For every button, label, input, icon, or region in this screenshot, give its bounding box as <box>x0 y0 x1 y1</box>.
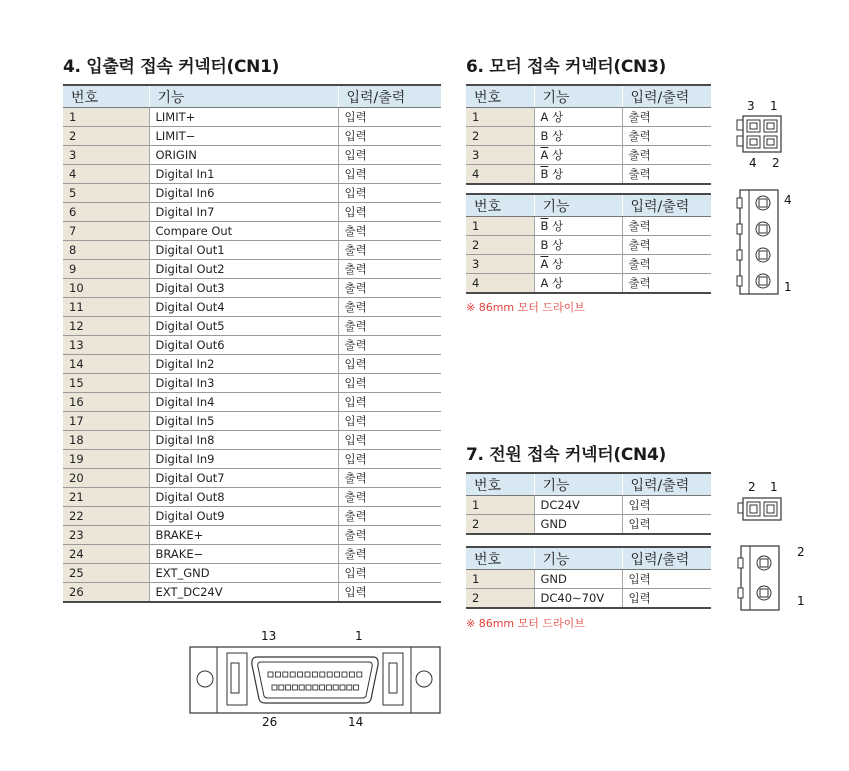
cn4-connector-1-diagram <box>737 496 783 522</box>
col-header-io: 입력/출력 <box>622 473 711 496</box>
cn3-connector-2-diagram <box>736 189 782 295</box>
table-row <box>63 450 441 469</box>
pin-io: 출력 <box>622 217 711 236</box>
pin-function: Digital In6 <box>149 184 338 203</box>
table-row <box>466 127 711 146</box>
cn1-pin-table <box>63 84 441 603</box>
table-row <box>466 236 711 255</box>
table-row <box>466 165 711 185</box>
table-row <box>63 222 441 241</box>
pin-io: 출력 <box>338 336 441 355</box>
cn4-c2-label-1: 1 <box>797 594 805 608</box>
pin-number: 22 <box>63 507 149 526</box>
connector-pin <box>306 685 311 690</box>
pin-function: DC40∼70V <box>534 589 622 609</box>
connector-pin <box>290 672 295 677</box>
pin-function: Digital Out5 <box>149 317 338 336</box>
pin-number: 13 <box>63 336 149 355</box>
cn4-c1-label-1: 1 <box>770 480 778 494</box>
pin-number: 4 <box>466 274 534 294</box>
col-header-function: 기능 <box>534 194 622 217</box>
pin-function: Digital In2 <box>149 355 338 374</box>
connector-pin <box>756 248 770 262</box>
pin-io: 출력 <box>338 317 441 336</box>
pin-number: 15 <box>63 374 149 393</box>
pin-io: 입력 <box>338 165 441 184</box>
pin-number: 16 <box>63 393 149 412</box>
pin-io: 출력 <box>338 222 441 241</box>
connector-pin <box>320 685 325 690</box>
pin-number: 6 <box>63 203 149 222</box>
table-row <box>63 184 441 203</box>
pin-function <box>534 255 622 274</box>
cn3-c2-label-4: 4 <box>784 193 792 207</box>
connector-pin <box>279 685 284 690</box>
cn3-c1-label-4: 4 <box>749 156 757 170</box>
connector-latch <box>737 198 742 208</box>
pin-function: Digital In4 <box>149 393 338 412</box>
table-row <box>63 583 441 603</box>
connector-pin <box>275 672 280 677</box>
pin-function: LIMIT+ <box>149 108 338 127</box>
pin-function: EXT_DC24V <box>149 583 338 603</box>
cn4-pin-table-1 <box>466 472 711 535</box>
connector-pin <box>272 685 277 690</box>
connector-pin <box>298 672 303 677</box>
connector-pin <box>347 685 352 690</box>
connector-pin <box>757 556 771 570</box>
cn4-title: 7. 전원 접속 커넥터(CN4) <box>466 445 666 465</box>
pin-number: 2 <box>63 127 149 146</box>
pin-function <box>534 274 622 294</box>
col-header-number: 번호 <box>466 194 534 217</box>
table-row <box>63 336 441 355</box>
connector-pin <box>305 672 310 677</box>
connector-pin <box>335 672 340 677</box>
table-row <box>63 165 441 184</box>
pin-io: 출력 <box>338 526 441 545</box>
pin-number: 1 <box>466 570 534 589</box>
phase-suffix: 상 <box>552 110 564 124</box>
table-row <box>63 545 441 564</box>
table-row <box>63 298 441 317</box>
pin-function: BRAKE− <box>149 545 338 564</box>
pin-number: 3 <box>63 146 149 165</box>
connector-pin <box>320 672 325 677</box>
phase-suffix: 상 <box>552 238 564 252</box>
table-row <box>466 255 711 274</box>
table-row <box>63 469 441 488</box>
connector-pin <box>756 222 770 236</box>
cn4-c2-label-2: 2 <box>797 545 805 559</box>
table-row <box>63 507 441 526</box>
table-row <box>466 146 711 165</box>
pin-number: 4 <box>466 165 534 185</box>
table-row <box>63 279 441 298</box>
phase-letter: A <box>540 110 549 124</box>
pin-io: 출력 <box>622 236 711 255</box>
cn3-connector-1-diagram <box>736 114 786 156</box>
phase-suffix: 상 <box>552 276 564 290</box>
phase-suffix: 상 <box>552 129 564 143</box>
table-row <box>466 217 711 236</box>
pin-number: 10 <box>63 279 149 298</box>
pin-io: 입력 <box>622 570 711 589</box>
connector-pin <box>340 685 345 690</box>
col-header-function: 기능 <box>149 85 338 108</box>
pin-function: GND <box>534 570 622 589</box>
col-header-function: 기능 <box>534 85 622 108</box>
pin-io: 출력 <box>338 469 441 488</box>
pin-io: 입력 <box>622 496 711 515</box>
pin-function: GND <box>534 515 622 535</box>
pin-io: 입력 <box>622 515 711 535</box>
pin-io: 출력 <box>338 241 441 260</box>
table-row <box>63 108 441 127</box>
pin-io: 출력 <box>338 260 441 279</box>
connector-pin <box>756 274 770 288</box>
cn3-pin-table-2 <box>466 193 711 294</box>
col-header-function: 기능 <box>534 547 622 570</box>
cn1-connector-diagram <box>189 645 441 715</box>
connector-pin <box>354 685 359 690</box>
table-row <box>466 515 711 535</box>
table-row <box>63 412 441 431</box>
pin-io: 출력 <box>338 298 441 317</box>
pin-io: 입력 <box>338 431 441 450</box>
cn3-c1-label-1: 1 <box>770 99 778 113</box>
connector-pin <box>357 672 362 677</box>
pin-number: 14 <box>63 355 149 374</box>
pin-function: Digital Out9 <box>149 507 338 526</box>
phase-letter: A <box>540 276 549 290</box>
cn3-title: 6. 모터 접속 커넥터(CN3) <box>466 57 666 77</box>
pin-function <box>534 127 622 146</box>
connector-pin <box>283 672 288 677</box>
connector-latch <box>738 558 743 568</box>
pin-function: Digital Out6 <box>149 336 338 355</box>
table-row <box>63 355 441 374</box>
pin-io: 입력 <box>338 127 441 146</box>
pin-number: 3 <box>466 146 534 165</box>
phase-suffix: 상 <box>552 257 564 271</box>
table-row <box>63 393 441 412</box>
col-header-number: 번호 <box>466 85 534 108</box>
col-header-io: 입력/출력 <box>622 194 711 217</box>
col-header-io: 입력/출력 <box>622 547 711 570</box>
pin-number: 18 <box>63 431 149 450</box>
pin-io: 입력 <box>338 583 441 603</box>
pin-function: Digital Out8 <box>149 488 338 507</box>
pin-number: 4 <box>63 165 149 184</box>
col-header-function: 기능 <box>534 473 622 496</box>
pin-io: 입력 <box>338 412 441 431</box>
pin-function <box>534 108 622 127</box>
pin-io: 입력 <box>338 108 441 127</box>
cn1-pin-label-13: 13 <box>261 629 277 643</box>
pin-io: 출력 <box>622 274 711 294</box>
pin-function <box>534 146 622 165</box>
table-row <box>63 146 441 165</box>
table-row <box>63 488 441 507</box>
cn3-note: ※ 86mm 모터 드라이브 <box>466 301 585 314</box>
pin-io: 입력 <box>338 393 441 412</box>
connector-pin <box>756 196 770 210</box>
cn1-pin-label-14: 14 <box>348 715 364 729</box>
cn3-c1-label-3: 3 <box>747 99 755 113</box>
pin-number: 26 <box>63 583 149 603</box>
pin-io: 출력 <box>338 488 441 507</box>
pin-function: EXT_GND <box>149 564 338 583</box>
connector-latch <box>737 224 742 234</box>
cn4-connector-2-diagram <box>737 545 783 611</box>
phase-letter: $\overline{B}$ <box>540 167 549 181</box>
cn3-pin-table-1 <box>466 84 711 185</box>
phase-suffix: 상 <box>552 219 564 233</box>
pin-io: 출력 <box>622 127 711 146</box>
phase-suffix: 상 <box>552 167 564 181</box>
connector-pin <box>333 685 338 690</box>
connector-pin <box>292 685 297 690</box>
pin-io: 입력 <box>338 564 441 583</box>
pin-function: Digital Out4 <box>149 298 338 317</box>
pin-function: Digital In8 <box>149 431 338 450</box>
pin-number: 23 <box>63 526 149 545</box>
pin-io: 출력 <box>622 255 711 274</box>
cn4-c1-label-2: 2 <box>748 480 756 494</box>
pin-number: 9 <box>63 260 149 279</box>
table-row <box>63 260 441 279</box>
phase-suffix: 상 <box>552 148 564 162</box>
pin-io: 출력 <box>338 545 441 564</box>
connector-latch <box>737 276 742 286</box>
pin-number: 17 <box>63 412 149 431</box>
table-row <box>466 274 711 294</box>
pin-function: Digital In9 <box>149 450 338 469</box>
pin-function: Digital In7 <box>149 203 338 222</box>
pin-io: 입력 <box>338 450 441 469</box>
pin-number: 2 <box>466 127 534 146</box>
phase-letter: $\overline{B}$ <box>540 219 549 233</box>
pin-number: 8 <box>63 241 149 260</box>
pin-function <box>534 236 622 255</box>
pin-number: 1 <box>466 217 534 236</box>
connector-pin <box>286 685 291 690</box>
connector-pin <box>342 672 347 677</box>
table-row <box>466 108 711 127</box>
pin-number: 5 <box>63 184 149 203</box>
pin-function: Digital In5 <box>149 412 338 431</box>
phase-letter: $\overline{A}$ <box>540 257 549 271</box>
connector-pin <box>757 586 771 600</box>
pin-function: Digital Out7 <box>149 469 338 488</box>
pin-function: Compare Out <box>149 222 338 241</box>
pin-number: 11 <box>63 298 149 317</box>
pin-number: 2 <box>466 236 534 255</box>
cn1-pin-label-26: 26 <box>262 715 278 729</box>
pin-function: ORIGIN <box>149 146 338 165</box>
cn3-c1-label-2: 2 <box>772 156 780 170</box>
pin-function: LIMIT− <box>149 127 338 146</box>
pin-io: 입력 <box>622 589 711 609</box>
pin-function: Digital In3 <box>149 374 338 393</box>
pin-io: 출력 <box>622 165 711 185</box>
connector-pin <box>312 672 317 677</box>
phase-letter: B <box>540 129 549 143</box>
pin-function: Digital Out1 <box>149 241 338 260</box>
cn4-note: ※ 86mm 모터 드라이브 <box>466 617 585 630</box>
phase-letter: B <box>540 238 549 252</box>
pin-number: 24 <box>63 545 149 564</box>
pin-io: 출력 <box>622 108 711 127</box>
cn1-title: 4. 입출력 접속 커넥터(CN1) <box>63 57 280 77</box>
pin-function: DC24V <box>534 496 622 515</box>
pin-number: 3 <box>466 255 534 274</box>
cn4-pin-table-2 <box>466 546 711 609</box>
pin-number: 1 <box>466 496 534 515</box>
pin-io: 출력 <box>338 507 441 526</box>
col-header-number: 번호 <box>466 473 534 496</box>
table-row <box>63 526 441 545</box>
table-row <box>63 564 441 583</box>
pin-function: BRAKE+ <box>149 526 338 545</box>
connector-pin <box>268 672 273 677</box>
pin-io: 입력 <box>338 355 441 374</box>
table-row <box>63 431 441 450</box>
col-header-io: 입력/출력 <box>622 85 711 108</box>
col-header-io: 입력/출력 <box>338 85 441 108</box>
pin-number: 19 <box>63 450 149 469</box>
pin-number: 2 <box>466 589 534 609</box>
connector-latch <box>737 250 742 260</box>
pin-number: 12 <box>63 317 149 336</box>
pin-function <box>534 217 622 236</box>
connector-pin <box>313 685 318 690</box>
pin-function <box>534 165 622 185</box>
pin-io: 입력 <box>338 184 441 203</box>
pin-number: 1 <box>63 108 149 127</box>
pin-io: 입력 <box>338 203 441 222</box>
pin-number: 21 <box>63 488 149 507</box>
pin-number: 25 <box>63 564 149 583</box>
pin-io: 출력 <box>338 279 441 298</box>
table-row <box>63 127 441 146</box>
pin-number: 1 <box>466 108 534 127</box>
connector-latch <box>738 588 743 598</box>
table-row <box>63 203 441 222</box>
connector-pin <box>327 672 332 677</box>
connector-pin <box>326 685 331 690</box>
pin-io: 입력 <box>338 146 441 165</box>
col-header-number: 번호 <box>63 85 149 108</box>
phase-letter: $\overline{A}$ <box>540 148 549 162</box>
table-row <box>466 496 711 515</box>
pin-function: Digital Out3 <box>149 279 338 298</box>
table-row <box>466 570 711 589</box>
pin-function: Digital In1 <box>149 165 338 184</box>
table-row <box>63 374 441 393</box>
pin-io: 입력 <box>338 374 441 393</box>
col-header-number: 번호 <box>466 547 534 570</box>
pin-io: 출력 <box>622 146 711 165</box>
table-row <box>63 241 441 260</box>
pin-function: Digital Out2 <box>149 260 338 279</box>
table-row <box>466 589 711 609</box>
cn1-pin-label-1: 1 <box>355 629 363 643</box>
pin-number: 7 <box>63 222 149 241</box>
cn3-c2-label-1: 1 <box>784 280 792 294</box>
pin-number: 20 <box>63 469 149 488</box>
connector-pin <box>349 672 354 677</box>
table-row <box>63 317 441 336</box>
pin-number: 2 <box>466 515 534 535</box>
connector-pin <box>299 685 304 690</box>
